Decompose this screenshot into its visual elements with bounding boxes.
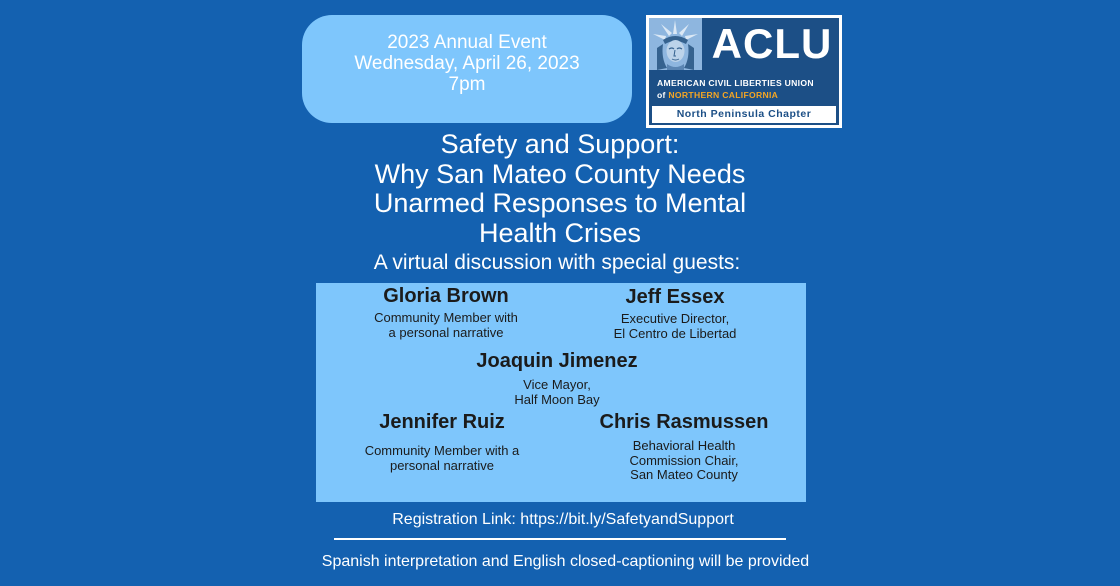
- guest-card: [346, 284, 546, 340]
- aclu-full-name: AMERICAN CIVIL LIBERTIES UNION: [657, 78, 814, 88]
- event-label: 2023 Annual Event: [387, 32, 547, 53]
- aclu-logo: [646, 15, 842, 128]
- guest-role: [342, 444, 542, 473]
- aclu-region-prefix: of: [657, 90, 669, 100]
- event-title: [0, 130, 1120, 248]
- registration-link[interactable]: Registration Link: https://bit.ly/SafetyandSupport: [392, 511, 734, 528]
- guest-role-line: Community Member with: [374, 310, 518, 325]
- event-subtitle: A virtual discussion with special guests:: [373, 251, 741, 274]
- statue-of-liberty-icon: [649, 18, 702, 70]
- divider: [334, 538, 786, 540]
- guest-card: [580, 285, 770, 341]
- guest-name: Chris Rasmussen: [599, 411, 769, 433]
- aclu-logo-inner: [649, 18, 839, 125]
- guest-role-line: Vice Mayor,: [523, 377, 591, 392]
- guest-role-line: San Mateo County: [630, 467, 738, 482]
- guest-card: [584, 410, 784, 483]
- guest-role-line: Community Member with a: [364, 443, 520, 458]
- title-line-3: Unarmed Responses to Mental: [373, 188, 747, 218]
- event-date-panel: [302, 15, 632, 123]
- title-line-2: Why San Mateo County Needs: [374, 158, 746, 189]
- guest-card: [436, 349, 678, 407]
- guest-role-line: a personal narrative: [388, 324, 504, 340]
- event-date: Wednesday, April 26, 2023: [354, 53, 580, 74]
- accessibility-note: Spanish interpretation and English closed-captioning will be provided: [321, 553, 810, 570]
- title-line-4: Health Crises: [478, 217, 642, 248]
- guest-role-line: Half Moon Bay: [514, 391, 600, 407]
- guest-role: [580, 312, 770, 341]
- guest-name: Jennifer Ruiz: [379, 411, 505, 433]
- aclu-region: [657, 90, 778, 100]
- guest-role-line: Behavioral Health: [632, 438, 736, 453]
- guest-role-line: personal narrative: [389, 457, 495, 473]
- guest-role-line: Executive Director,: [620, 311, 730, 326]
- guest-role: [346, 311, 546, 340]
- guest-role: [436, 378, 678, 407]
- title-line-1: Safety and Support:: [440, 129, 680, 159]
- aclu-region-name: NORTHERN CALIFORNIA: [668, 90, 779, 100]
- event-time: 7pm: [448, 74, 486, 95]
- guest-role-line: El Centro de Libertad: [613, 325, 737, 341]
- guest-role-line: Commission Chair,: [629, 452, 739, 468]
- guest-panel: [316, 283, 806, 502]
- guest-name: Joaquin Jimenez: [476, 350, 638, 372]
- guest-card: [342, 410, 542, 473]
- guest-role: [584, 439, 784, 483]
- aclu-wordmark: ACLU: [711, 20, 833, 67]
- guest-name: Gloria Brown: [383, 285, 509, 307]
- aclu-chapter-label: North Peninsula Chapter: [652, 106, 836, 123]
- guest-name: Jeff Essex: [625, 286, 725, 308]
